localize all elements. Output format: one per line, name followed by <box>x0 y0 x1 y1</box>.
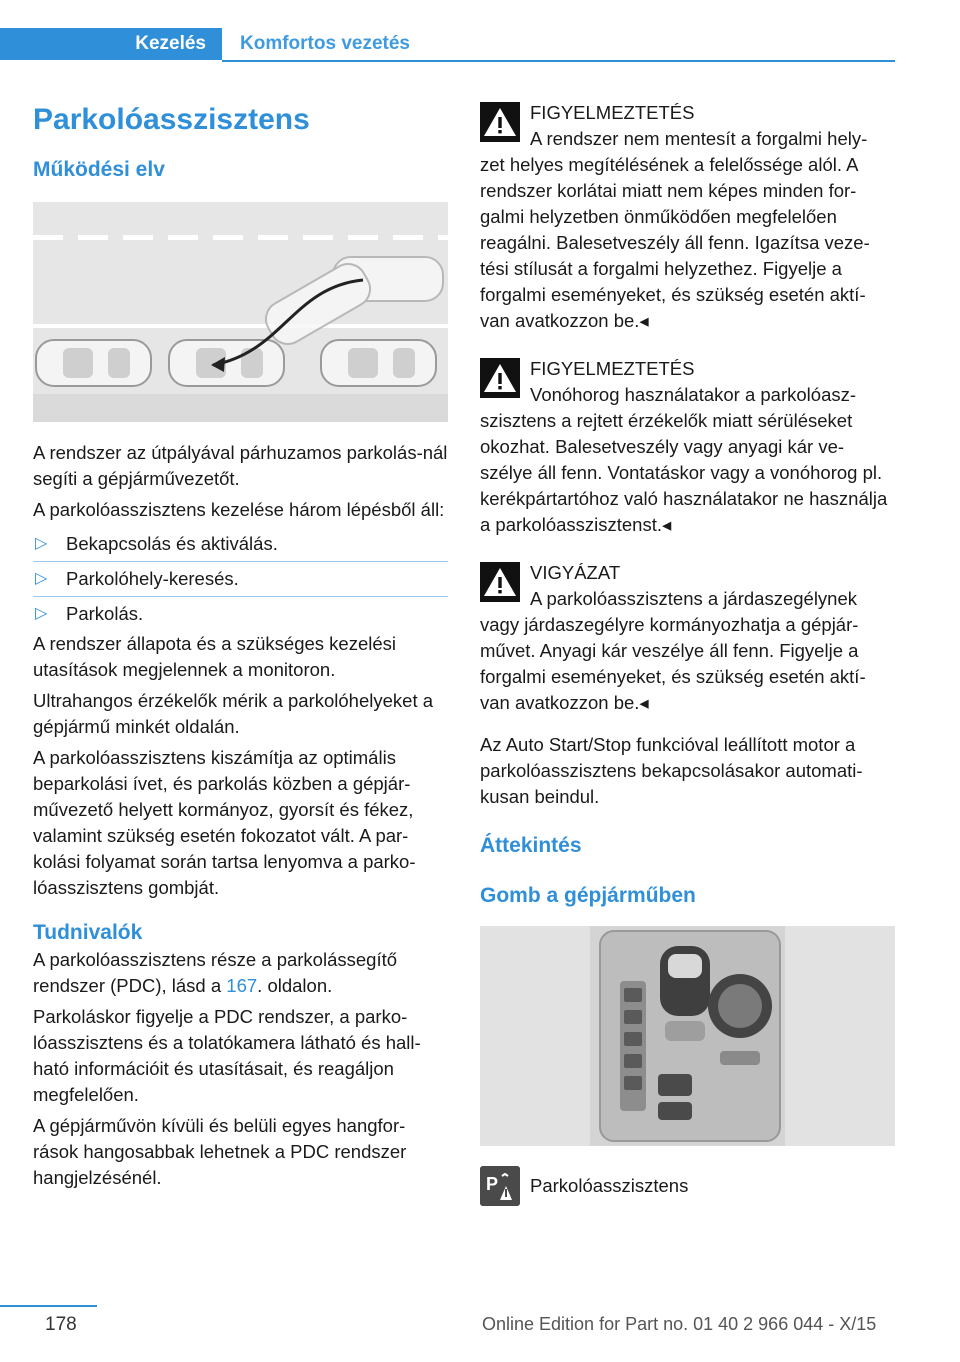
warning-text: szisztens a rejtett érzékelők miatt sérüléseket okozhat. Balesetveszély vagy anyagi kár ve-szélye áll fenn. Vontatáskor vagy a vonóhorog pl. kerékpártartóhoz való használatakor ne használja a parkolóasszisztenst.◂ <box>480 410 888 535</box>
warning-title: FIGYELMEZTETÉS <box>530 358 695 379</box>
caution-title: VIGYÁZAT <box>530 562 621 583</box>
paragraph: Parkoláskor figyelje a PDC rendszer, a parko-lóasszisztens és a tolatókamera látható és hall-ható információit és utasításait, és reagáljon megfelelően. <box>33 1006 421 1105</box>
console-illustration <box>480 926 895 1146</box>
paragraph: A parkolóasszisztens része a parkolássegítő rendszer (PDC), lásd a 167. oldalon. <box>33 949 398 996</box>
steps-list <box>33 527 448 631</box>
section-overview-heading: Áttekintés <box>480 834 582 857</box>
paragraph: A parkolóasszisztens kiszámítja az optimális beparkolási ívet, és parkolás közben a gépjár-művezető helyett kormányoz, gyorsít és fékez, valamint szükség esetén fokozatot vált. A par-kolási folyamat során tartsa lenyomva a parko-lóasszisztens gombját. <box>33 747 416 898</box>
list-item: ▷ Parkolóhely-keresés. <box>33 562 448 597</box>
paragraph: A gépjárművön kívüli és belüli egyes hangfor-rások hangosabbak lehetnek a PDC rendszer hangjelzésénél. <box>33 1115 407 1188</box>
list-item: ▷ Parkolás. <box>33 597 448 631</box>
section-button-heading: Gomb a gépjárműben <box>480 884 696 907</box>
left-column <box>33 100 448 1191</box>
button-legend <box>480 1166 895 1206</box>
parking-diagram <box>33 202 448 422</box>
caution-block <box>480 560 895 716</box>
triangle-bullet-icon: ▷ <box>35 570 48 587</box>
warning-icon <box>480 562 520 602</box>
right-column <box>480 100 895 1206</box>
park-assist-symbol <box>480 1166 520 1206</box>
page-link[interactable]: 167 <box>226 975 258 996</box>
triangle-bullet-icon: ▷ <box>35 535 48 552</box>
list-item: ▷ Bekapcsolás és aktiválás. <box>33 527 448 562</box>
button-label: Parkolóasszisztens <box>530 1175 689 1196</box>
park-assist-button-icon <box>480 1166 520 1206</box>
warning-block <box>480 356 895 538</box>
center-console-photo <box>480 926 895 1146</box>
parking-illustration <box>33 202 448 422</box>
svg-text:P: P <box>486 1174 499 1194</box>
section-principle-heading: Működési elv <box>33 158 165 181</box>
warning-icon <box>480 102 520 142</box>
warning-text: Vonóhorog használatakor a parkolóasz- <box>530 384 857 405</box>
warning-title: FIGYELMEZTETÉS <box>530 102 695 123</box>
paragraph: Ultrahangos érzékelők mérik a parkolóhelyeket a gépjármű minkét oldalán. <box>33 690 434 737</box>
page-number: 178 <box>45 1314 77 1335</box>
page-title: Parkolóasszisztens <box>33 103 310 136</box>
tab-komfortos-vezetes[interactable]: Komfortos vezetés <box>240 33 410 54</box>
triangle-bullet-icon: ▷ <box>35 605 48 622</box>
tab-kezeles[interactable]: Kezelés <box>0 28 222 60</box>
paragraph: A parkolóasszisztens kezelése három lépésből áll: <box>33 499 445 520</box>
paragraph: Az Auto Start/Stop funkcióval leállított motor a parkolóasszisztens bekapcsolásakor automati-kusan beindul. <box>480 734 863 807</box>
header-divider <box>222 60 895 62</box>
warning-text: A rendszer nem mentesít a forgalmi hely- <box>530 128 868 149</box>
warning-icon <box>480 358 520 398</box>
caution-text: vagy járdaszegélyre kormányozhatja a gépjár-művet. Anyagi kár veszélye áll fenn. Figyelje a forgalmi eseményeket, és szükség esetén aktí-van avatkozzon be.◂ <box>480 614 866 713</box>
section-notes-heading: Tudnivalók <box>33 921 143 944</box>
page-header <box>0 28 895 62</box>
warning-block <box>480 100 895 334</box>
edition-text: Online Edition for Part no. 01 40 2 966 044 - X/15 <box>482 1314 877 1334</box>
caution-text: A parkolóasszisztens a járdaszegélynek <box>530 588 858 609</box>
footer-divider <box>0 1305 97 1307</box>
warning-text: zet helyes megítélésének a felelőssége alól. A rendszer korlátai miatt nem képes minden for-galmi helyzetben önműködően megfelelően reagálni. Balesetveszély áll fenn. Igazítsa veze-tési stílusát a forgalmi helyzethez. Figyelje a forgalmi eseményeket, és szükség esetén aktí-van avatkozzon be.◂ <box>480 154 870 331</box>
paragraph: A rendszer az útpályával párhuzamos parkolás-nál segíti a gépjárművezetőt. <box>33 442 448 489</box>
paragraph: A rendszer állapota és a szükséges kezelési utasítások megjelennek a monitoron. <box>33 633 397 680</box>
